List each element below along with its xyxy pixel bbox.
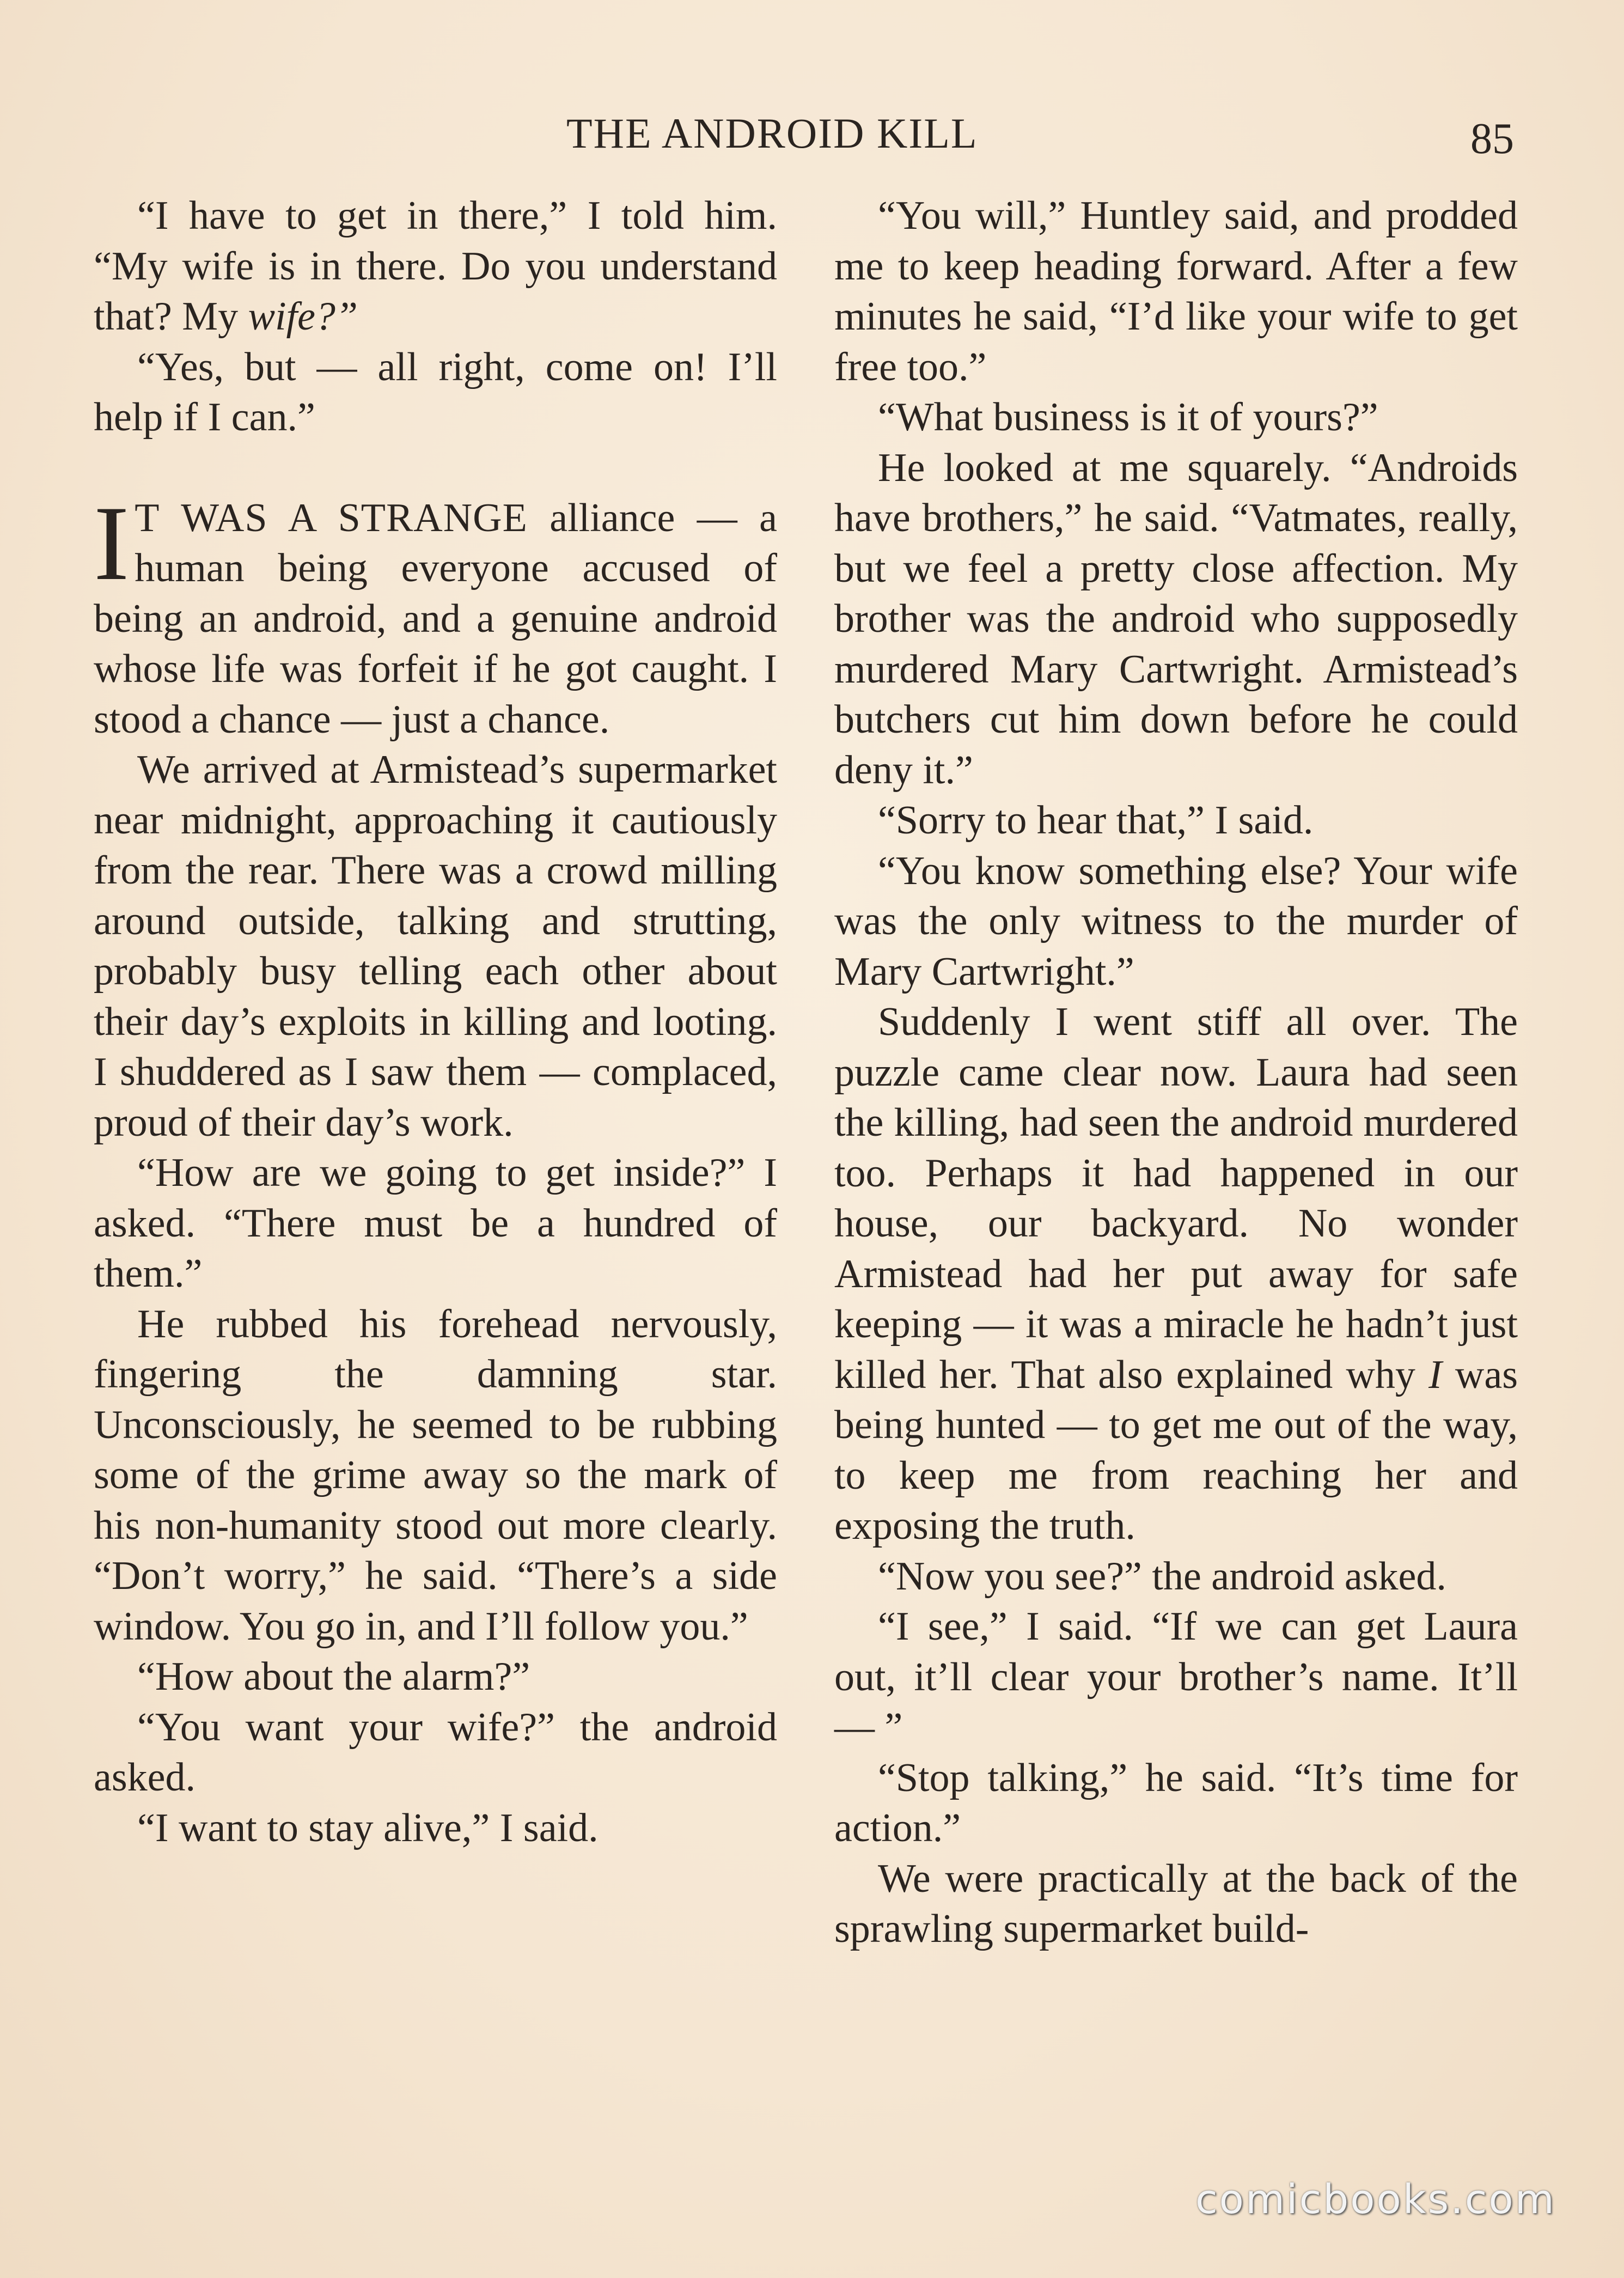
drop-cap: I bbox=[94, 484, 130, 602]
site-watermark: comicbooks.com bbox=[1195, 2176, 1556, 2223]
running-title: THE ANDROID KILL bbox=[566, 109, 978, 157]
paragraph: “How about the alarm?” bbox=[137, 1654, 530, 1699]
right-column bbox=[834, 191, 1518, 1954]
paragraph: “Sorry to hear that,” I said. bbox=[878, 798, 1314, 843]
page-number: 85 bbox=[1470, 115, 1514, 163]
paragraph: “How are we going to get inside?” I asked. “There must be a hundred of them.” bbox=[94, 1150, 777, 1296]
paragraph: He looked at me squarely. “Androids have brothers,” he said. “Vatmates, really, but we feel a pretty close affection. My brother was the android who supposedly murdered Mary Cartwright. Armistead’s butchers cut him down before he could deny it.” bbox=[834, 445, 1518, 793]
paragraph: “You know something else? Your wife was the only witness to the murder of Mary Cartwright.” bbox=[834, 848, 1518, 994]
italic-emphasis: wife?” bbox=[248, 294, 358, 339]
paragraph: We arrived at Armistead’s supermarket near midnight, approaching it cautiously from the rear. There was a crowd milling around outside, talking and strutting, probably busy telling each other about their day’s exploits in killing and looting. I shuddered as I saw them — complaced, proud of their day’s work. bbox=[94, 747, 777, 1145]
paragraph: We were practically at the back of the sprawling supermarket build- bbox=[834, 1856, 1518, 1951]
paragraph: “Now you see?” the android asked. bbox=[878, 1554, 1446, 1599]
paragraph: “Stop talking,” he said. “It’s time for action.” bbox=[834, 1755, 1518, 1850]
paragraph-text: Suddenly I went stiff all over. The puzzle came clear now. Laura had seen the killing, had seen the android murdered too. Perhaps it had happened in our house, our backyard. No wonder Armistead had her put away for safe keeping — it was a miracle he hadn’t just killed her. That also explained why bbox=[834, 1000, 1518, 1397]
paragraph: “What business is it of yours?” bbox=[878, 395, 1378, 440]
paragraph-text: was being hunted — to get me out of the way, to keep me from reaching her and exposing the truth. bbox=[834, 1352, 1518, 1548]
paragraph: “You will,” Huntley said, and prodded me to keep heading forward. After a few minutes he said, “I’d like your wife to get free too.” bbox=[834, 193, 1518, 389]
paragraph: “You want your wife?” the android asked. bbox=[94, 1704, 777, 1800]
paragraph: “I want to stay alive,” I said. bbox=[137, 1805, 599, 1850]
paragraph-text: “I have to get in there,” I told him. “My wife is in there. Do you understand that? My bbox=[94, 193, 777, 339]
left-column bbox=[94, 191, 777, 1853]
italic-emphasis: I bbox=[1428, 1352, 1442, 1397]
lead-in-text: T WAS A STRANGE bbox=[135, 495, 528, 540]
paragraph: He rubbed his forehead nervously, fingering the damning star. Unconsciously, he seemed to be rubbing some of the grime away so the mark of his non-humanity stood out more clearly. “Don’t worry,” he said. “There’s a side window. You go in, and I’ll follow you.” bbox=[94, 1301, 777, 1649]
section-opening-paragraph bbox=[94, 484, 777, 745]
section-break bbox=[94, 443, 777, 493]
paragraph-text: alliance — a human being everyone accused of being an android, and a genuine android whose life was forfeit if he got caught. I stood a chance — just a chance. bbox=[94, 495, 777, 742]
paragraph: “I see,” I said. “If we can get Laura out, it’ll clear your brother’s name. It’ll — ” bbox=[834, 1604, 1518, 1750]
paragraph: “Yes, but — all right, come on! I’ll help if I can.” bbox=[94, 344, 777, 440]
paragraph bbox=[834, 997, 1518, 1551]
paragraph bbox=[94, 191, 777, 342]
